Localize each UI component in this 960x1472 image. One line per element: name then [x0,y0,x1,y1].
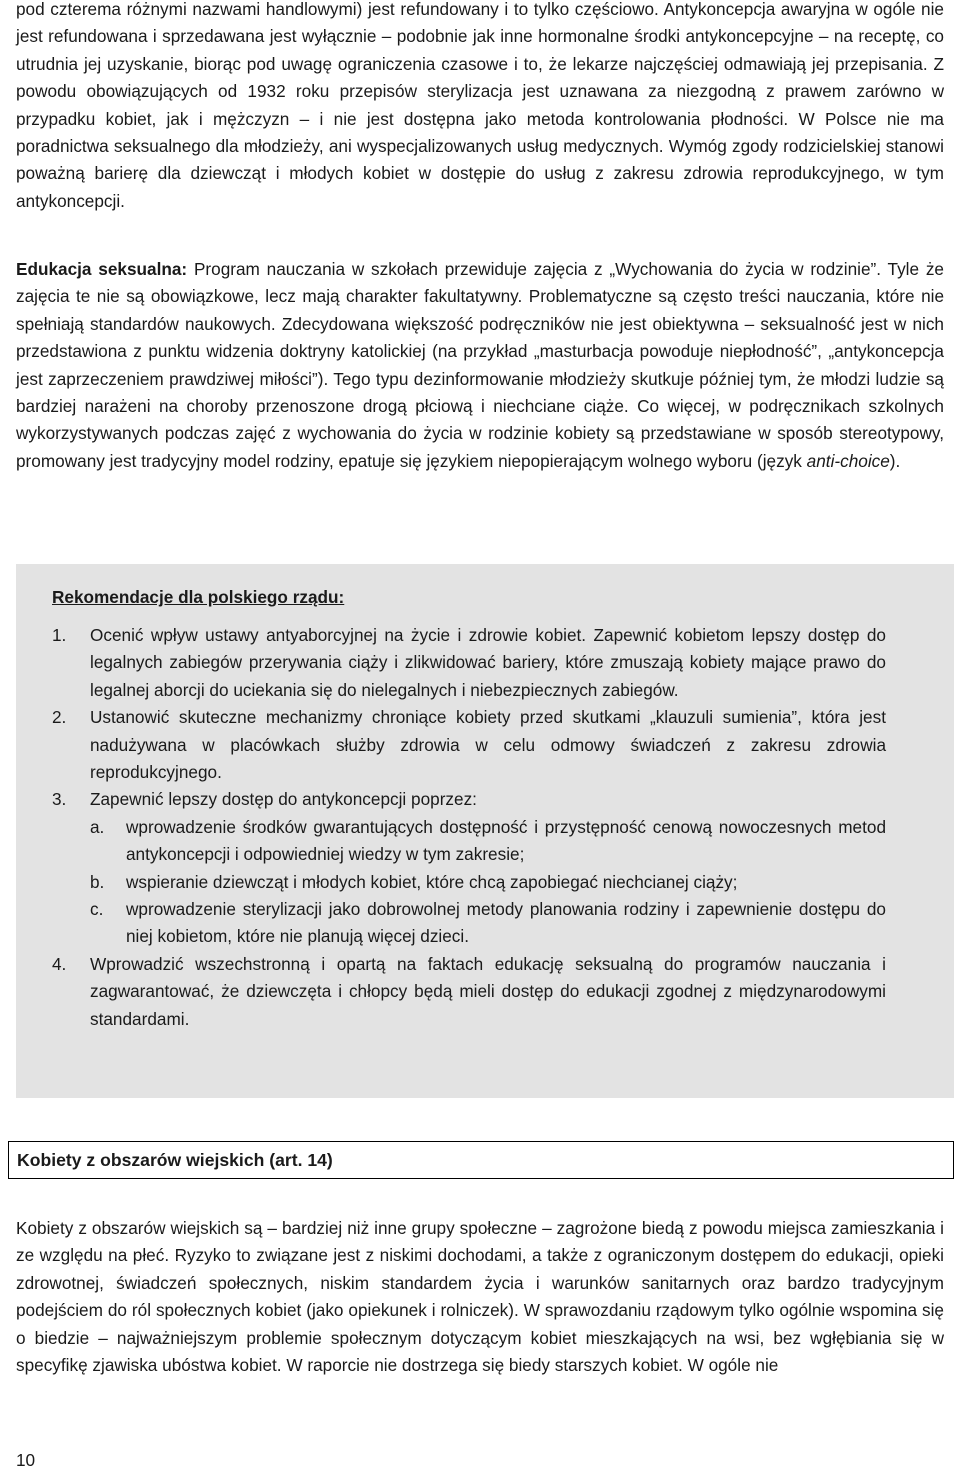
paragraph-sex-education [16,256,944,475]
recommendation-item [52,951,886,1033]
sex-education-lead: Edukacja seksualna: [16,259,188,279]
section-heading-box [8,1141,954,1179]
page-number: 10 [16,1450,36,1470]
sub-recommendation-item [90,896,886,951]
recommendation-number: 3. [52,789,67,810]
recommendations-list [52,622,886,1033]
recommendation-text: Wprowadzić wszechstronną i opartą na faktach edukację seksualną do programów nauczania i zagwarantować, że dziewczęta i chłopcy będą mieli dostęp do edukacji zgodnej z międzynarodowymi standardami. [90,953,886,1029]
recommendation-text: Zapewnić lepszy dostęp do antykoncepcji poprzez: [90,789,477,810]
recommendation-number: 1. [52,625,67,645]
sub-recommendation-letter: b. [90,871,105,892]
recommendation-item [52,786,886,950]
recommendation-item [52,622,886,704]
recommendation-number: 4. [52,953,67,974]
sub-recommendation-letter: a. [90,816,105,837]
sub-recommendation-text: wprowadzenie środków gwarantujących dostępność i przystępność cenową nowoczesnych metod antykoncepcji i odpowiedniej wiedzy w tym zakresie; [126,816,886,865]
recommendations-box [16,564,954,1098]
paragraph-contraception: pod czterema różnymi nazwami handlowymi) jest refundowany i to tylko częściowo. Antykoncepcja awaryjna w ogóle nie jest refundowana i sprzedawana jest wyłącznie – podobnie jak inne hormonalne środki antykoncepcyjne – na receptę, co utrudnia jej uzyskanie, biorąc pod uwagę ograniczenia czasowe i to, że lekarze najczęściej odmawiają jej przepisania. Z powodu obowiązujących od 1932 roku przepisów sterylizacja jest uznawana za niezgodną z prawem zarówno w przypadku kobiet, jak i mężczyzn – i nie jest dostępna jako metoda kontrolowania płodności. W Polsce nie ma poradnictwa seksualnego dla młodzieży, ani wyspecjalizowanych usług medycznych. Wymóg zgody rodzicielskiej stanowi poważną barierę dla dziewcząt i młodych kobiet w dostępie do usług z zakresu zdrowia reprodukcyjnego, w tym antykoncepcji. [16,0,944,211]
recommendation-number: 2. [52,707,67,728]
paragraph-rural-women: Kobiety z obszarów wiejskich są – bardziej niż inne grupy społeczne – zagrożone biedą z powodu miejsca zamieszkania i ze względu na płeć. Ryzyko to związane jest z niskimi dochodami, a także z ograniczonym dostępem do edukacji, opieki zdrowotnej, świadczeń społecznych, niskim standardem życia i warunków sanitarnych oraz bardzo tradycyjnym podejściem do ról społecznych kobiet (jako opiekunek i rolniczek). W sprawozdaniu rządowym tylko ogólnie wspomina się o biedzie – najważniejszym problemie społecznym dotyczącym kobiet mieszkających na wsi, bez wgłębiania się w specyfikę zjawiska ubóstwa kobiet. W raporcie nie dostrzega się biedy starszych kobiet. W ogóle nie [16,1218,944,1376]
section-title: Kobiety z obszarów wiejskich (art. 14) [17,1150,333,1170]
sub-recommendation-text: wspieranie dziewcząt i młodych kobiet, które chcą zapobiegać niechcianej ciąży; [126,871,738,892]
recommendation-item [52,704,886,786]
sex-education-tail: ). [889,450,901,471]
sub-recommendation-item [90,869,886,896]
sex-education-body: Program nauczania w szkołach przewiduje zajęcia z „Wychowania do życia w rodzinie”. Tyle że zajęcia te nie są obowiązkowe, lecz mają charakter fakultatywny. Problematyczne są często treści nauczania, które nie spełniają standardów naukowych. Zdecydowana większość podręczników nie jest obiektywna – seksualność jest w nich przedstawiona z punktu widzenia doktryny katolickiej (na przykład „masturbacja powoduje niepłodność”, „antykoncepcja jest zaprzeczeniem prawdziwej miłości”). Tego typu dezinformowanie młodzieży skutkuje później tym, że młodzi ludzie są bardziej narażeni na choroby przenoszone drogą płciową i niechciane ciąże. Co więcej, w podręcznikach szkolnych wykorzystywanych podczas zajęć z wychowania do życia w rodzinie kobiety są przedstawiane w sposób stereotypowy, promowany jest tradycyjny model rodziny, epatuje się językiem niepopierającym wolnego wyboru (język [16,259,944,471]
recommendation-sublist [90,814,886,951]
sub-recommendation-item [90,814,886,869]
anti-choice-term: anti-choice [806,450,890,471]
recommendation-text: Ocenić wpływ ustawy antyaborcyjnej na życie i zdrowie kobiet. Zapewnić kobietom lepszy dostęp do legalnych zabiegów przerywania ciąży i zlikwidować bariery, które zmuszają kobiety mające prawo do legalnej aborcji do uciekania się do nielegalnych i niebezpiecznych zabiegów. [90,625,886,700]
recommendations-title: Rekomendacje dla polskiego rządu: [52,587,345,607]
sub-recommendation-letter: c. [90,899,104,920]
sub-recommendation-text: wprowadzenie sterylizacji jako dobrowolnej metody planowania rodziny i zapewnienie dostępu do niej kobietom, które nie planują więcej dzieci. [126,899,886,947]
recommendation-text: Ustanowić skuteczne mechanizmy chroniące kobiety przed skutkami „klauzuli sumienia”, która jest nadużywana w placówkach służby zdrowia w celu odmowy świadczeń z zakresu zdrowia reprodukcyjnego. [90,707,886,783]
